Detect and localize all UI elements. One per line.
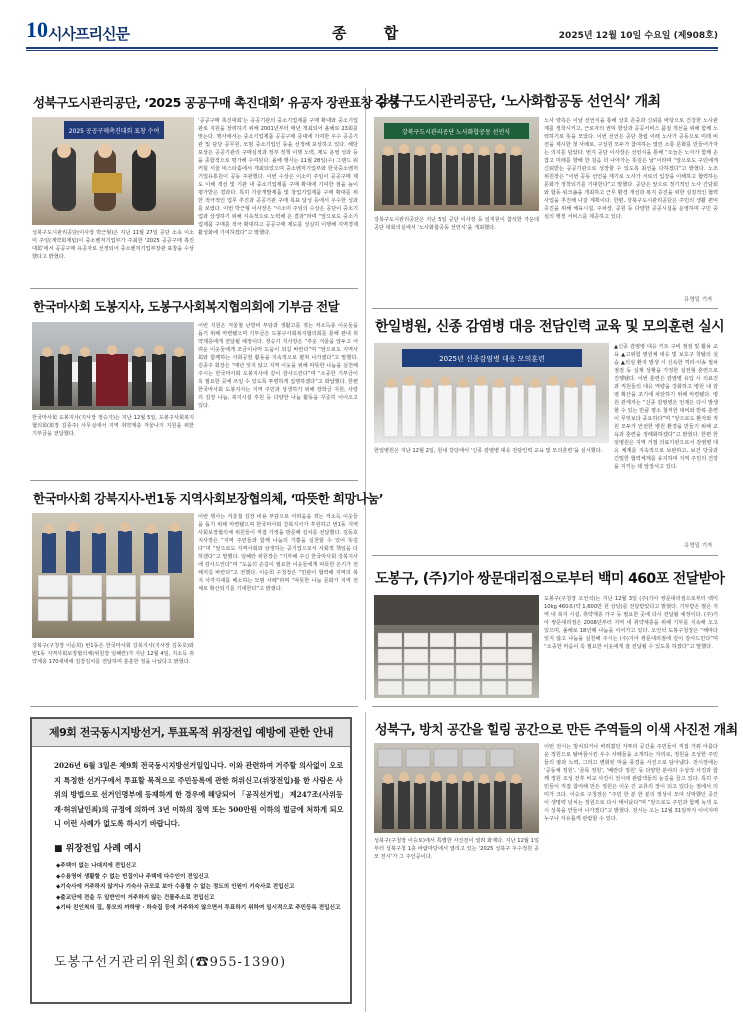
article-photo: [374, 117, 539, 211]
article-body: 이번 행사는 겨울철 김장 비용 부담으로 어려움을 겪는 저소득 이웃들을 돕기 위해 마련됐으며 한국마사회 강북지사가 후원하고 번1동 지역사회보장협의체 위원들이 직접 가정을 방문해 김치를 전달했다. 김동호 지사장은 “지역 주민들과 함께 나눔의 기쁨을 실천할 수 있어 뜻깊다”며 “앞으로도 지역사회와 상생하는 공기업으로서 사회적 책임을 다하겠다”고 말했다. 임혜란 위원장은 “기부해 주신 한국마사회 강북지사에 감사드린다”며 “도움의 손길이 필요한 이웃들에게 따뜻한 온기가 전해지길 바란다”고 전했다. 이순희 구청장은 “민관이 협력해 지역의 복지 사각지대를 해소하는 모범 사례”라며 “따뜻한 나눔 문화가 지역 전체로 확산되기를 기대한다”고 밝혔다.: [198, 514, 358, 592]
column-divider: [365, 712, 366, 1012]
section-divider: [372, 706, 718, 707]
article-byline: 유영일 기자: [684, 543, 713, 549]
masthead: [26, 17, 718, 43]
list-item: ◆기타 친인척의 집, 통모의 까하땅 · 하숙집 등에 거주하지 않으면서 투표하기 위하여 일시적으로 주민등록 전입신고: [56, 905, 341, 911]
article-photo: [32, 117, 194, 225]
paper-name: 시사프리신문: [48, 25, 129, 43]
article-headline: 강북구도시관리공단, ‘노사화합공동 선언식’ 개최: [375, 94, 661, 110]
article-caption: 강북구도시관리공단은 지난 5일 공단 이사장 등 임직원이 참석한 가운데 공단 대회의실에서 ‘노사화합공동 선언식’을 개최했다.: [374, 217, 539, 231]
article-body: 이번 지원은 겨울철 난방비 부담과 생활고를 겪는 저소득층 이웃들을 돕기 위해 마련됐으며 기부금은 도봉구사회복지협의회를 통해 관내 취약계층에게 전달될 예정이다. 정승기 지사장은 “추운 겨울을 앞두고 어려운 이웃들에게 조금이나마 도움이 되길 바란다”며 “앞으로도 지역사회와 함께하는 사회공헌 활동을 지속적으로 펼쳐 나가겠다”고 말했다. 김종주 회장은 “매년 잊지 않고 지역 이웃을 위해 따뜻한 나눔을 실천해 주시는 한국마사회 도봉지사에 깊이 감사드린다”며 “소중한 기부금이 꼭 필요한 곳에 쓰일 수 있도록 투명하게 집행하겠다”고 화답했다. 한편 한국마사회 도봉지사는 지역 주민과 상생하기 위해 장학금 지원, 사랑의 김장 나눔, 복지시설 후원 등 다양한 나눔 활동을 꾸준히 이어오고 있다.: [198, 323, 358, 409]
section-divider: [30, 480, 358, 481]
notice-subheading: ■ 위장전입 사례 예시: [54, 844, 142, 854]
photo-banner-text: 강북구도시관리공단 노사화합공동 선언식: [401, 129, 511, 136]
article-body: 이번 전시는 방치되거나 버려졌던 자투리 공간을 주민들이 직접 가꿔 아름다운 정원으로 탈바꿈시킨 우수 사례들을 소개하는 자리로, 정원을 조성한 주민들의 땀과 노력, 그리고 변화된 마을 풍경을 사진으로 담아냈다. 전시장에는 ‘공동체 정원’, ‘골목 정원’, ‘베란다 정원’ 등 다양한 분야의 수상작 사진과 함께 정원 조성 전후 비교 사진이 전시돼 관람객들의 눈길을 끌고 있다. 특히 주민들이 직접 참여해 만든 정원은 이웃 간 교류의 장이 되고 있다는 점에서 의미가 크다. 이승로 구청장은 “주민 한 분 한 분의 정성이 모여 삭막했던 공간이 생명력 넘치는 정원으로 다시 태어났다”며 “앞으로도 주민과 함께 녹색 도시 성북을 만들어 나가겠다”고 밝혔다. 전시는 오는 12월 31일까지 이어지며 누구나 자유롭게 관람할 수 있다.: [544, 744, 718, 822]
section-divider: [372, 308, 718, 309]
article-photo: [374, 595, 539, 698]
masthead-rule: [26, 47, 718, 49]
photo-banner-text: 2025 공공구매촉진대회 표창 수여: [68, 128, 160, 135]
list-item: ◆주택이 없는 나대지에 전입신고: [56, 863, 137, 869]
article-byline: 유영일 기자: [684, 297, 713, 303]
list-item: ◆출교단에 전을 두 일반인이 거주하지 않는 건물주소로 전입신고: [56, 894, 215, 901]
article-headline: 성북구, 방치 공간을 힐링 공간으로 만든 주역들의 이색 사진전 개최: [375, 723, 738, 738]
article-body: ▲신종 감염병 대응 키트 구비 점검 및 활용 교육 ▲고위험 병원체 대응 및 보호구 착탈의 실습 ▲의심 환자 발생 시 신속한 격리·이송 절차 점검 등 실제 상황을 가정한 실전형 훈련으로 진행됐다. 이번 훈련은 감염병 유입 시 의료진과 직원들의 대응 역량을 강화하고 병원 내 감염 확산을 조기에 차단하기 위해 마련됐다. 병원 관계자는 “신종 감염병은 언제든 다시 발생할 수 있는 만큼 평소 철저한 대비와 반복 훈련이 무엇보다 중요하다”며 “앞으로도 환자와 직원 모두가 안전한 병원 환경을 만들기 위해 교육과 훈련을 정례화하겠다”고 밝혔다. 한편 한일병원은 지역 거점 의료기관으로서 감염병 대응 체계를 지속적으로 보완하고, 보건 당국과 긴밀한 협력체계를 유지하며 지역 주민의 건강을 지키는 데 앞장서고 있다.: [614, 344, 718, 470]
article-body: 노사 양측은 이날 선언식을 통해 상호 존중과 신뢰를 바탕으로 건강한 노사관계를 정착시키고, 근로자의 권익 향상과 공공서비스 품질 개선을 위해 함께 노력하기로 뜻을 모았다. 이번 선언은 공단 창립 이래 노사가 공동으로 미래 비전을 제시한 첫 사례로, 구성원 모두가 참여하는 열린 소통 문화를 만들어가자는 의지를 담았다. 번지 공단 이사장은 선언식을 통해 “오늘은 노사가 함께 손잡고 미래를 향해 한 걸음 더 나아가는 뜻깊은 날”이라며 “앞으로도 구민에게 신뢰받는 공공기관으로 성장할 수 있도록 최선을 다하겠다”고 밝혔다. 노조 위원장은 “이번 공동 선언을 계기로 노사가 서로의 입장을 이해하고 협력하는 문화가 정착되기를 기대한다”고 말했다. 공단은 앞으로 정기적인 노사 간담회와 합동 워크숍을 개최하고 근무 환경 개선과 복지 증진을 위한 실질적인 협력 사업을 추진해 나갈 계획이다. 한편, 강북구도시관리공단은 주민의 생활 편익 증진을 위해 체육시설, 주차장, 공원 등 다양한 공공시설을 운영하며 구민 중심의 행정 서비스를 제공하고 있다.: [544, 118, 718, 220]
issue-date: 2025년 12월 10일 수요일 (제908호): [558, 31, 718, 41]
section-divider: [30, 706, 358, 707]
page-number: 10: [26, 17, 48, 42]
section-divider: [372, 555, 718, 556]
article-headline: 한국마사회 도봉지사, 도봉구사회복지협의회에 기부금 전달: [33, 299, 340, 314]
notice-list: [56, 861, 346, 914]
article-caption: 성북구(구청장 이승로)에서 특별한 사진전이 열려 화제다. 지난 12월 1일부터 성북구청 1층 바람마당에서 열리고 있는 ‘2025 성북구 우수정원 공모 전시’가 그 주인공이다.: [374, 838, 539, 860]
article-body: ‘공공구매 촉진대회’는 공공기관의 중소기업제품 구매 확대와 중소기업 판로 지원을 장려하기 위해 2001년부터 매년 개최되어 올해로 23회를 맞는다. 행사에서는 중소기업제품 공공구매 증대에 기여한 우수 공공기관 및 담당 공무원, 모범 중소기업인 등을 선정해 포상하고 있다. 해당 포상은 공공기관의 구매실적과 정부 정책 이행 노력, 제도 운영 성과 등을 종합적으로 평가해 수여된다. 올해 행사는 11월 28일(수) 그랜드 워커힐 서울 비스타홀에서 개최되었으며 중소벤처기업부와 한국중소벤처기업유통원이 공동 주관했다. 이번 수상은 이소미 주임이 공공구매 제도 이해 개선 및 기관 내 중소기업제품 구매 확대에 기여한 점을 높이 평가받은 결과다. 특히 기술개발제품 및 창업기업제품 구매 확대를 위한 적극적인 업무 추진과 공공기관 구매 목표 달성 등에서 우수한 성과를 보였다. 이번 박근형 이사장은 “이소미 주임의 수상은 공단이 중소기업과 상생하기 위해 지속적으로 노력해 온 결과”라며 “앞으로도 중소기업제품 구매를 적극 확대하고 공공구매 제도를 성실히 이행해 지역경제 활성화에 기여하겠다”고 말했다.: [198, 118, 358, 236]
article-headline: 한국마사회 강북지사-번1동 지역사회보장협의체, ‘따뜻한 희망나눔’: [33, 491, 383, 506]
notice-body: 2026년 6월 3일은 제9회 전국동시지방선거일입니다. 이와 관련하여 거주할 의사없이 오로지 특정한 선거구에서 투표할 목적으로 주민등록에 관한 허위신고(위장전입)를 한 사람은 사위의 방법으로 선거인명부에 등재하게 한 경우에 해당되어 「공직선거법」 제247조(사위등재·허위날인죄)의 규정에 의하여 3년 이하의 징역 또는 500만원 이하의 벌금에 처하게 되오니 이런 사례가 없도록 하시기 바랍니다.: [54, 761, 344, 828]
article-caption: 강북구(구청장 이순희) 번1동은 한국마사회 강북지사(지사장 김동호)와 번1동 지역사회보장협의체(위원장 임혜란)가 지난 12월 4일, 지소득 취약계층 170세대에 김장김치를 전달하며 훈훈한 정을 나눴다고 밝혔다.: [32, 643, 194, 665]
article-headline: 성북구도시관리공단, ‘2025 공공구매 촉진대회’ 유공자 장관표창 수상: [33, 95, 399, 110]
article-caption: 성북구도시관리공단(이사장 박근형)은 지난 11월 27일 공단 소속 이소미 주임(계약회계팀)이 중소벤처기업부가 주최한 ‘2025 공공구매 촉진대회’에서 공공구매 유공자로 선정되어 중소벤처기업부장관 표창을 수상했다고 밝혔다.: [32, 230, 194, 260]
article-caption: 한일병원은 지난 12월 2일, 원내 강당에서 ‘신종 감염병 대응 전담인력 교육 및 모의훈련’을 실시했다.: [374, 448, 603, 454]
article-headline: 도봉구, (주)기아 쌍문대리점으로부터 백미 460포 전달받아: [375, 571, 725, 587]
article-caption: 한국마사회 도봉지사(지사장 정승기)는 지난 12월 5일, 도봉구사회복지협의회(회장 김종주) 사무실에서 지역 취약계층 겨울나기 지원을 위한 기부금을 전달했다.: [32, 415, 194, 437]
column-divider: [365, 88, 366, 700]
masthead-rule-thin: [26, 50, 718, 51]
photo-banner-text: 2025년 신종감염병 대응 모의훈련: [439, 355, 545, 363]
article-photo: [374, 343, 609, 443]
article-photo: [32, 322, 194, 410]
notice-title: 제9회 전국동시지방선거, 투표목적 위장전입 예방에 관한 안내: [32, 719, 350, 747]
list-item: ◆수용영어 생활할 수 없는 빈집이나 주택에 다수인이 전입신고: [56, 873, 210, 880]
article-body: 도봉구(구청장 오언석)는 지난 12월 3일 (주)기아 쌍문대리점으로부터 백미 10kg 460포(약 1,600만 원 상당)를 전달받았다고 밝혔다. 기부받은 쌀은 지역 내 복지 시설, 취약계층 가구 등 필요한 곳에 다시 전달될 예정이다. (주)기아 쌍문대리점은 2008년부터 지역 내 취약계층을 위해 기부를 지속해 오고 있으며, 올해로 18년째 나눔을 이어가고 있다. 오언석 도봉구청장은 “해마다 잊지 않고 나눔을 실천해 주시는 (주)기아 쌍문대리점에 깊이 감사드린다”며 “소중한 마음이 꼭 필요한 이웃에게 잘 전달될 수 있도록 하겠다”고 말했다.: [544, 596, 718, 650]
article-headline: 한일병원, 신종 감염병 대응 전담인력 교육 및 모의훈련 실시: [375, 319, 725, 335]
list-item: ◆기숙사에 거주하지 않거나 기숙사 규모로 보아 수용할 수 없는 정도의 인원이 기숙사로 전입신고: [56, 884, 295, 890]
article-photo: [374, 743, 539, 833]
notice-footer: 도봉구선거관리위원회(☎955-1390): [54, 955, 287, 970]
section-divider: [30, 288, 358, 289]
election-notice: [30, 717, 352, 1004]
section-title: 종 합: [332, 24, 415, 42]
article-photo: [32, 513, 194, 638]
